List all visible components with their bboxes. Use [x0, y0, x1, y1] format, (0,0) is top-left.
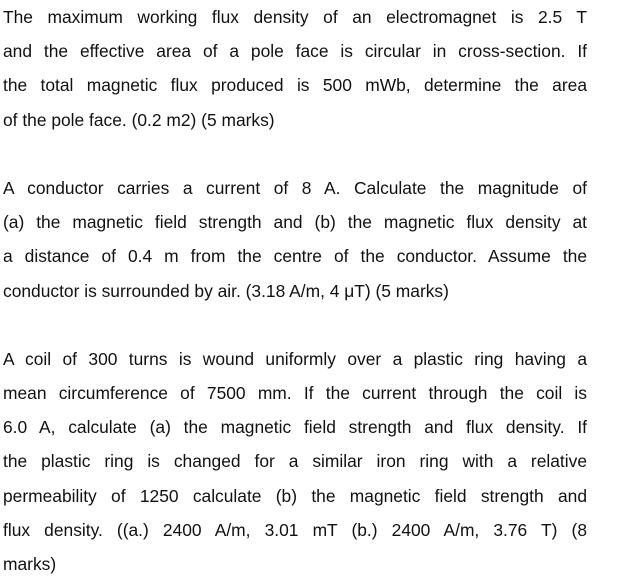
question-2-line-2: (a) the magnetic field strength and (b) the magnetic flux density at	[3, 212, 587, 233]
question-3-line-5: permeability of 1250 calculate (b) the magnetic field strength and	[3, 485, 587, 506]
question-3-line-4: the plastic ring is changed for a similar iron ring with a relative	[3, 451, 587, 472]
question-1	[3, 0, 587, 137]
paragraph-gap	[3, 137, 587, 171]
question-3-line-3: 6.0 A, calculate (a) the magnetic field strength and flux density. If	[3, 417, 587, 438]
question-2-line-4: conductor is surrounded by air. (3.18 A/m, 4 μT) (5 marks)	[3, 280, 449, 301]
question-2-line-3: a distance of 0.4 m from the centre of the conductor. Assume the	[3, 246, 587, 267]
question-3-line-2: mean circumference of 7500 mm. If the current through the coil is	[3, 383, 587, 404]
question-3-line-7: marks)	[3, 554, 57, 574]
question-1-line-1: The maximum working flux density of an electromagnet is 2.5 T	[3, 7, 587, 27]
question-1-line-2: and the effective area of a pole face is circular in cross-section. If	[3, 41, 587, 62]
question-2	[3, 171, 587, 308]
document-body	[3, 0, 587, 581]
question-3	[3, 342, 587, 581]
question-3-line-6: flux density. ((a.) 2400 A/m, 3.01 mT (b.) 2400 A/m, 3.76 T) (8	[3, 519, 587, 540]
question-3-line-1: A coil of 300 turns is wound uniformly over a plastic ring having a	[3, 348, 587, 369]
paragraph-gap	[3, 308, 587, 342]
question-2-line-1: A conductor carries a current of 8 A. Calculate the magnitude of	[3, 177, 587, 198]
question-1-line-3: the total magnetic flux produced is 500 mWb, determine the area	[3, 75, 587, 96]
question-1-line-4: of the pole face. (0.2 m2) (5 marks)	[3, 109, 275, 130]
